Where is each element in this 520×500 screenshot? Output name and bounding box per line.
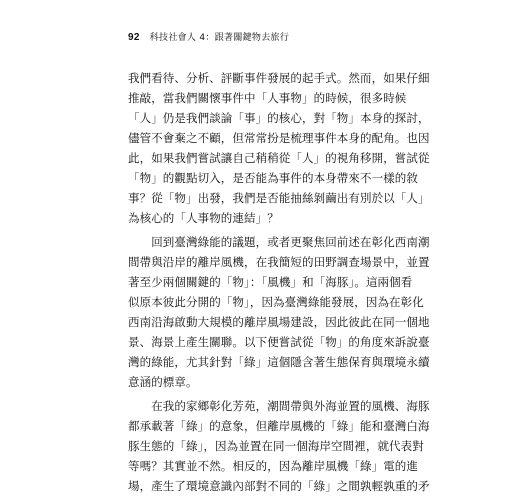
text-line: 推敲，當我們關懷事件中「人事物」的時候，很多時候 <box>128 91 407 105</box>
text-line: 場，產生了環境意識內部對不同的「綠」之間孰輕孰重的矛 <box>128 479 430 493</box>
text-line: 似原本彼此分開的「物」，因為臺灣綠能發展，因為在彰化 <box>128 295 424 309</box>
text-line: 間帶與沿岸的離岸風機，在我簡短的田野調查場景中，並置 <box>128 255 430 269</box>
text-line: 「人」仍是我們談論「事」的核心，對「物」本身的探討， <box>128 111 430 125</box>
text-line: 在我的家鄉彰化芳苑，潮間帶與外海並置的風機、海豚 <box>128 399 430 413</box>
running-title: 科技社會人 4：跟著關鍵物去旅行 <box>149 33 290 43</box>
text-line: 此，如果我們嘗試讓自己稍稍從「人」的視角移開，嘗試從 <box>128 151 430 165</box>
body-text <box>128 68 430 496</box>
text-line: 著至少兩個關鍵的「物」：「風機」和「海豚」。這兩個看 <box>128 275 413 289</box>
text-line: 灣的綠能，尤其針對「綠」這個隱含著生態保育與環境永續 <box>128 355 430 369</box>
text-line: 景、海景上產生關聯。以下便嘗試從「物」的角度來訴說臺 <box>128 335 430 349</box>
text-line: 意涵的標章。 <box>128 375 198 389</box>
text-line: 事？從「物」出發，我們是否能抽絲剝繭出有別於以「人」 <box>128 191 430 205</box>
paragraph-1 <box>128 68 430 228</box>
text-line: 回到臺灣綠能的議題，或者更聚焦回前述在彰化西南潮 <box>128 235 430 249</box>
text-line: 豚生態的「綠」，因為並置在同一個海岸空間裡，就代表對 <box>128 439 424 453</box>
text-line: 等嗎？其實並不然。相反的，因為離岸風機「綠」電的進 <box>128 459 418 473</box>
paragraph-3 <box>128 396 430 496</box>
text-line: 我們看待、分析、評斷事件發展的起手式。然而，如果仔細 <box>128 71 430 85</box>
text-line: 西南沿海啟動大規模的離岸風場建設，因此彼此在同一個地 <box>128 315 430 329</box>
paragraph-2 <box>128 232 430 392</box>
running-header <box>128 30 289 46</box>
text-line: 都承載著「綠」的意象，但離岸風機的「綠」能和臺灣白海 <box>128 419 430 433</box>
page-number: 92 <box>128 32 140 43</box>
text-line: 儘管不會棄之不顧，但常常扮是梳理事件本身的配角。也因 <box>128 131 430 145</box>
text-line: 為核心的「人事物的連結」？ <box>128 211 279 225</box>
text-line: 「物」的觀點切入，是否能為事件的本身帶來不一樣的敘 <box>128 171 418 185</box>
